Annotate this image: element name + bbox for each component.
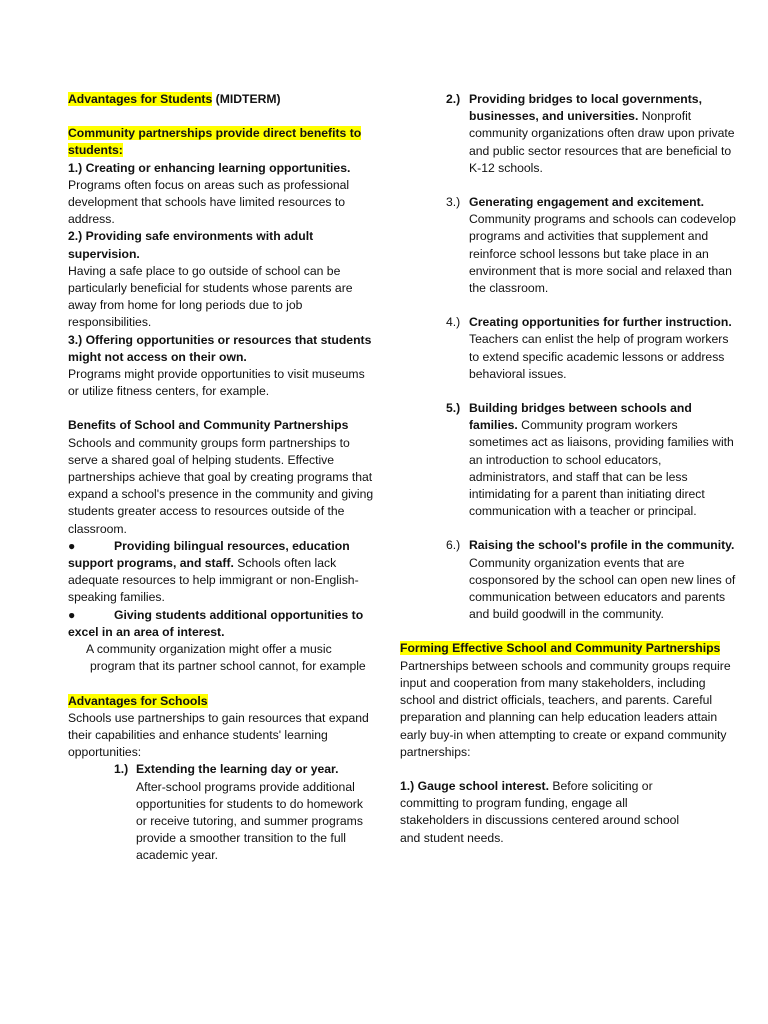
gauge-paragraph [400,778,700,847]
item-title: Generating engagement and excitement. [469,195,705,210]
school-benefit-item [446,194,736,297]
schools-heading-line [68,693,376,710]
forming-heading: Forming Effective School and Community Partnerships [400,641,721,656]
student-item-title: 2.) Providing safe environments with adult supervision. [68,229,314,261]
benefits-heading: Benefits of School and Community Partnerships [68,418,349,433]
forming-heading-line [400,640,736,657]
students-heading-line [68,91,376,108]
gauge-title: 1.) Gauge school interest. [400,778,549,793]
item-number: 3.) [446,195,461,210]
students-heading: Advantages for Students [68,92,213,106]
bullet-title: Giving students additional opportunities to excel in an area of interest. [68,607,364,639]
item-number: 6.) [446,538,461,553]
bullet-title: Providing bilingual resources, education support programs, and staff. [68,538,350,571]
gauge-body: Before soliciting or committing to program funding, engage all stakeholders in discussions centered around school and student needs. [400,778,680,845]
bullet-body: Schools often lack adequate resources to help immigrant or non-English-speaking families. [68,556,359,605]
item-number: 2.) [446,92,461,106]
schools-item-number: 1.) [114,762,129,777]
schools-heading: Advantages for Schools [68,693,208,708]
bullet-item [68,538,376,607]
item-title: Providing bridges to local governments, businesses, and universities. [469,92,702,124]
student-item-title: 3.) Offering opportunities or resources that students might not access on their own. [68,332,372,364]
student-item-body: Programs might provide opportunities to visit museums or utilize fitness centers, for example. [68,367,365,399]
community-heading-line [68,125,376,159]
schools-list-item [68,761,376,864]
item-number: 4.) [446,315,461,330]
item-body: Community program workers sometimes act as liaisons, providing families with an introduction to school educators, administrators, and staff that can be less intimidating for a parent than initiating direct communication with a teacher or principal. [469,418,734,519]
bullet-body: A community organization might offer a music program that its partner school cannot, for example [86,642,366,674]
student-item-title: 1.) Creating or enhancing learning opportunities. [68,160,351,175]
school-benefit-item [446,91,736,177]
school-benefit-item [446,537,736,623]
item-title: Building bridges between schools and families. [469,401,692,433]
item-body: Teachers can enlist the help of program workers to extend specific academic lessons or address behavioral issues. [469,332,729,381]
schools-item-title: Extending the learning day or year. [136,762,339,777]
bullet-icon: ● [68,538,76,553]
school-benefit-item [446,314,736,383]
item-body: Community organization events that are cosponsored by the school can open new lines of communication between educators and parents and build goodwill in the community. [469,555,736,622]
student-item-body: Having a safe place to go outside of school can be particularly beneficial for students whose parents are away from home for long periods due to job responsibilities. [68,263,353,330]
student-item-body: Programs often focus on areas such as professional development that schools have limited resources to address. [68,177,350,227]
schools-item-body: After-school programs provide additional opportunities for students to do homework or receive tutoring, and summer programs provide a smoother transition to the full academic year. [136,779,363,863]
school-benefit-item [446,400,736,520]
community-heading: Community partnerships provide direct benefits to students: [68,126,362,158]
students-heading-suffix: (MIDTERM) [212,92,281,106]
right-column [400,91,736,847]
bullet-item [68,607,376,641]
schools-body: Schools use partnerships to gain resources that expand their capabilities and enhance students' learning opportunities: [68,710,369,760]
bullet-icon: ● [68,607,76,622]
left-column [68,91,376,865]
item-title: Creating opportunities for further instruction. [469,315,732,330]
benefits-body: Schools and community groups form partnerships to serve a shared goal of helping students. Effective partnerships achieve that goal by creating programs that expand a school's presence in the community and giving students greater access to resources outside of the classroom. [68,435,374,536]
item-number: 5.) [446,401,461,416]
item-body: Community programs and schools can codevelop programs and activities that supplement and reinforce school lessons but take place in an environment that is more social and relaxed than the classroom. [469,212,736,296]
forming-body: Partnerships between schools and community groups require input and cooperation from many stakeholders, including school and district officials, teachers, and parents. Careful preparation and planning can help education leaders attain early buy-in when attempting to create or expand community partnerships: [400,658,731,759]
item-title: Raising the school's profile in the community. [469,538,735,553]
item-body: Nonprofit community organizations often draw upon private and public sector resources that are beneficial to K-12 schools. [469,109,735,175]
